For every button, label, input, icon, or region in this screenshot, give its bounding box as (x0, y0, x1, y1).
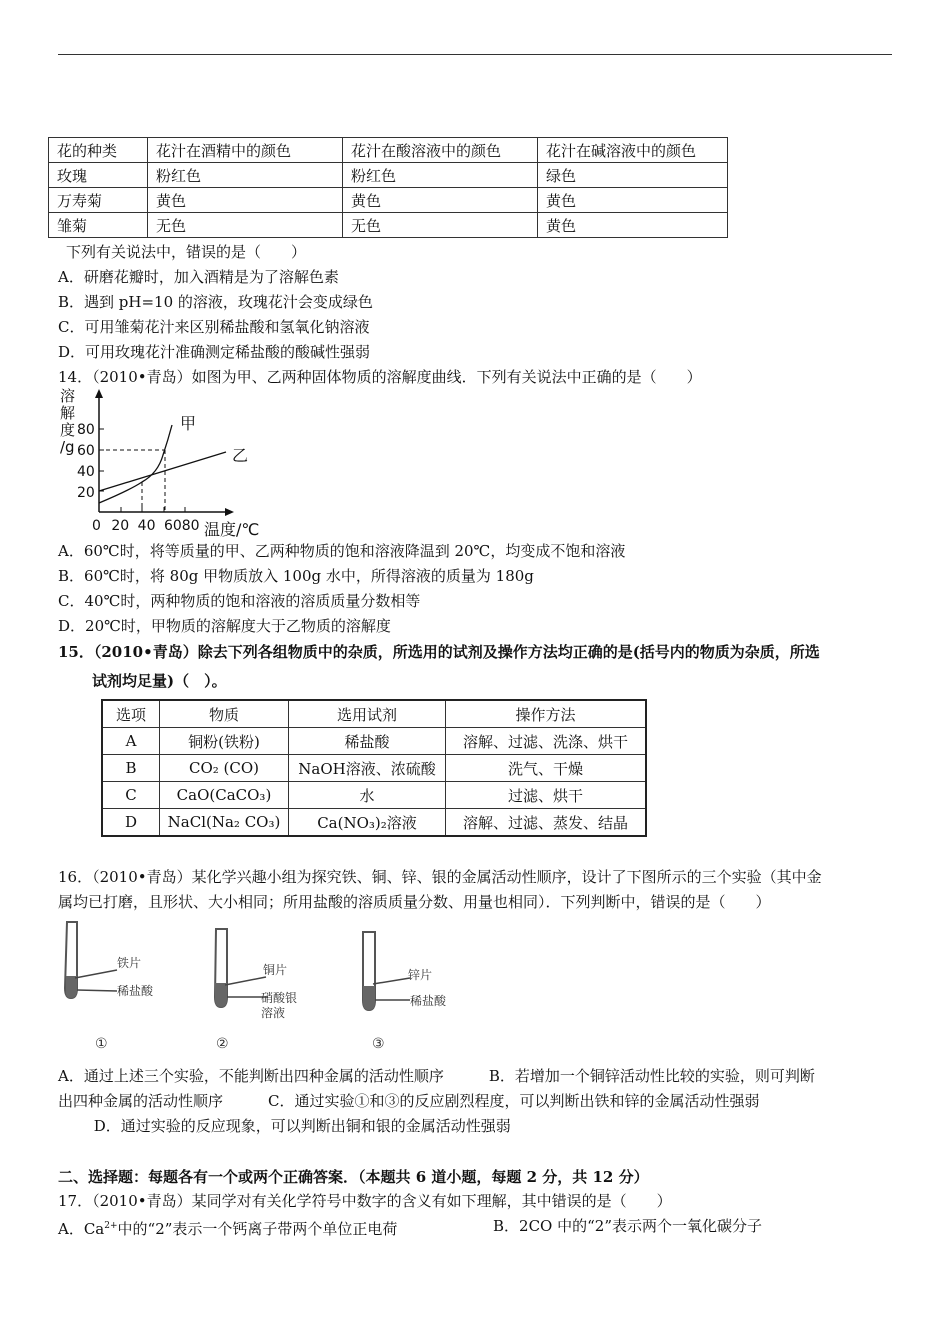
table-cell: 玫瑰 (49, 163, 148, 188)
x-tick: 20 (111, 518, 130, 534)
impurity-removal-table (101, 699, 647, 837)
experiment-2-figure (208, 925, 338, 1060)
q13-stem: 下列有关说法中，错误的是（ ） (66, 243, 307, 261)
table-header-cell: 选用试剂 (289, 700, 446, 728)
table-cell: 铜粉(铁粉) (160, 728, 289, 755)
table-cell: 洗气、干燥 (446, 755, 647, 782)
table-row (49, 188, 728, 213)
table-header-row (49, 138, 728, 163)
y-tick-labels (77, 420, 95, 504)
table-row (102, 809, 646, 837)
q13-option-b: B．遇到 pH=10 的溶液，玫瑰花汁会变成绿色 (58, 293, 373, 311)
table-row (102, 755, 646, 782)
table-row (102, 728, 646, 755)
experiment-1-figure (55, 918, 185, 1058)
table-header-cell: 物质 (160, 700, 289, 728)
q15-stem-line1: 15．（2010•青岛）除去下列各组物质中的杂质，所选用的试剂及操作方法均正确的是(括号内的物质为杂质，所选 (58, 643, 820, 661)
q15-stem-line2: 试剂均足量)（ ）。 (92, 672, 227, 690)
table-cell: 黄色 (538, 213, 728, 238)
table-cell: 万寿菊 (49, 188, 148, 213)
solution-label-line2: 溶液 (261, 1006, 286, 1020)
flower-color-table (48, 137, 728, 238)
table-header-cell: 花汁在碱溶液中的颜色 (538, 138, 728, 163)
table-cell: 溶解、过滤、蒸发、结晶 (446, 809, 647, 837)
y-tick: 20 (77, 485, 95, 501)
solution-label: 稀盐酸 (410, 994, 447, 1008)
experiment-number: ① (95, 1036, 108, 1052)
table-cell: C (102, 782, 160, 809)
q16-stem-line1: 16．（2010•青岛）某化学兴趣小组为探究铁、铜、锌、银的金属活动性顺序，设计了下图所示的三个实验（其中金 (58, 868, 822, 886)
y-label-char: /g (60, 438, 75, 456)
table-cell: 水 (289, 782, 446, 809)
table-cell: 黄色 (148, 188, 343, 213)
table-cell: 过滤、烘干 (446, 782, 647, 809)
q14-option-b: B．60℃时，将 80g 甲物质放入 100g 水中，所得溶液的质量为 180g (58, 567, 534, 585)
q14-option-c: C．40℃时，两种物质的饱和溶液的溶质质量分数相等 (58, 592, 421, 610)
metal-label: 铜片 (263, 963, 288, 977)
metal-label: 铁片 (117, 956, 142, 970)
x-tick: 40 (137, 518, 156, 534)
experiment-number: ③ (372, 1036, 385, 1052)
q14-stem: 14．（2010•青岛）如图为甲、乙两种固体物质的溶解度曲线．下列有关说法中正确的是（ ） (58, 368, 702, 386)
table-cell: 溶解、过滤、洗涤、烘干 (446, 728, 647, 755)
x-tick: 80 (181, 518, 200, 534)
q16-options-line1: A．通过上述三个实验，不能判断出四种金属的活动性顺序 B．若增加一个铜锌活动性比较的实验，则可判断 (58, 1067, 815, 1085)
x-axis-label: 温度/℃ (204, 520, 260, 539)
section-2-heading: 二、选择题：每题各有一个或两个正确答案．（本题共 6 道小题，每题 2 分，共 12 分） (58, 1168, 649, 1186)
y-axis-label (60, 388, 75, 456)
table-cell: B (102, 755, 160, 782)
x-tick: 0 (92, 518, 101, 534)
solution-label: 稀盐酸 (117, 984, 154, 998)
x-tick-labels (92, 518, 200, 534)
y-tick: 60 (77, 443, 95, 459)
q17-option-b: B．2CO 中的“2”表示两个一氧化碳分子 (493, 1217, 762, 1235)
charge-superscript: 2+ (104, 1221, 118, 1231)
table-header-row (102, 700, 646, 728)
q16-options-line2: 出四种金属的活动性顺序 C．通过实验①和③的反应剧烈程度，可以判断出铁和锌的金属活动性强弱 (58, 1092, 760, 1110)
table-cell: A (102, 728, 160, 755)
q17-option-a-text: 中的“2”表示一个钙离子带两个单位正电荷 (117, 1220, 398, 1238)
q14-option-d: D．20℃时，甲物质的溶解度大于乙物质的溶解度 (58, 617, 391, 635)
series-a-label: 甲 (180, 414, 197, 433)
y-label-char: 解 (60, 404, 76, 422)
table-header-cell: 花的种类 (49, 138, 148, 163)
q13-option-c: C．可用雏菊花汁来区别稀盐酸和氢氧化钠溶液 (58, 318, 370, 336)
table-cell: 雏菊 (49, 213, 148, 238)
table-cell: NaOH溶液、浓硫酸 (289, 755, 446, 782)
q17-stem: 17．（2010•青岛）某同学对有关化学符号中数字的含义有如下理解，其中错误的是（ ） (58, 1192, 672, 1210)
table-cell: 无色 (343, 213, 538, 238)
table-cell: 无色 (148, 213, 343, 238)
table-cell: 黄色 (538, 188, 728, 213)
q16-stem-line2: 属均已打磨，且形状、大小相同；所用盐酸的溶质质量分数、用量也相同）．下列判断中，错误的是（ ） (58, 893, 771, 911)
solution-label: 硝酸银 (261, 991, 298, 1005)
q16-options-line3: D．通过实验的反应现象，可以判断出铜和银的金属活动性强弱 (74, 1117, 511, 1135)
header-rule (58, 54, 892, 55)
y-tick: 80 (77, 422, 95, 438)
y-label-char: 溶 (60, 387, 76, 405)
x-tick: 60 (163, 518, 182, 534)
table-row (49, 213, 728, 238)
table-cell: 粉红色 (343, 163, 538, 188)
q17-option-a-prefix: A．Ca (58, 1220, 105, 1238)
table-header-cell: 花汁在酒精中的颜色 (148, 138, 343, 163)
q17-option-a (58, 1216, 397, 1239)
q13-option-a: A．研磨花瓣时，加入酒精是为了溶解色素 (58, 268, 339, 286)
table-cell: CO₂ (CO) (160, 755, 289, 782)
table-cell: CaO(CaCO₃) (160, 782, 289, 809)
table-cell: Ca(NO₃)₂溶液 (289, 809, 446, 837)
table-cell: NaCl(Na₂ CO₃) (160, 809, 289, 837)
table-cell: 稀盐酸 (289, 728, 446, 755)
series-b-label: 乙 (232, 446, 249, 465)
table-cell: 粉红色 (148, 163, 343, 188)
y-label-char: 度 (60, 421, 76, 439)
table-cell: D (102, 809, 160, 837)
table-row (49, 163, 728, 188)
table-header-cell: 花汁在酸溶液中的颜色 (343, 138, 538, 163)
table-header-cell: 选项 (102, 700, 160, 728)
experiment-number: ② (216, 1036, 229, 1052)
table-header-cell: 操作方法 (446, 700, 647, 728)
table-cell: 黄色 (343, 188, 538, 213)
table-row (102, 782, 646, 809)
q14-option-a: A．60℃时，将等质量的甲、乙两种物质的饱和溶液降温到 20℃，均变成不饱和溶液 (58, 542, 626, 560)
metal-label: 锌片 (408, 968, 433, 982)
table-cell: 绿色 (538, 163, 728, 188)
experiment-3-figure (358, 930, 488, 1060)
q13-option-d: D．可用玫瑰花汁准确测定稀盐酸的酸碱性强弱 (58, 343, 371, 361)
solubility-graph (50, 385, 280, 539)
y-tick: 40 (77, 464, 95, 480)
